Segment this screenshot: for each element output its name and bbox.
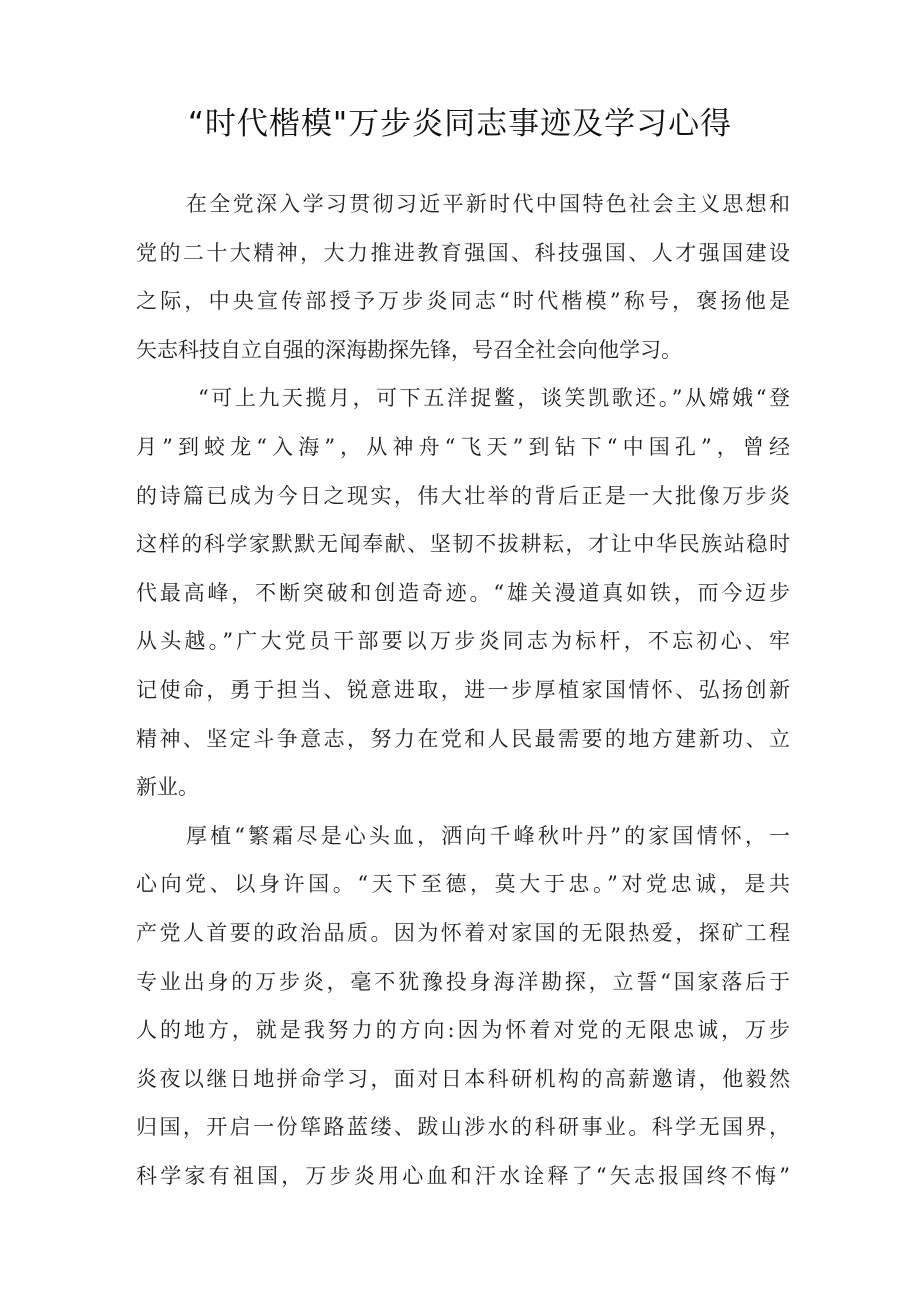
paragraph-line: 炎夜以继日地拼命学习，面对日本科研机构的高薪邀请，他毅然 — [136, 1066, 790, 1091]
paragraph-line: “可上九天揽月，可下五洋捉鳖，谈笑凯歌还。”从嫦娥“登 — [198, 386, 790, 411]
paragraph-line: 月”到蛟龙“入海”，从神舟“飞天”到钻下“中国孔”，曾经 — [136, 434, 790, 459]
paragraph-line: 专业出身的万步炎，毫不犹豫投身海洋勘探，立誓“国家落后于 — [136, 969, 790, 994]
paragraph-2 — [136, 374, 790, 811]
paragraph-line: 之际，中央宣传部授予万步炎同志“时代楷模”称号，褒扬他是 — [136, 289, 790, 314]
paragraph-line: 的诗篇已成为今日之现实，伟大壮举的背后正是一大批像万步炎 — [136, 483, 790, 508]
paragraph-line: 厚植“繁霜尽是心头血，洒向千峰秋叶丹”的家国情怀，一 — [186, 823, 790, 848]
paragraph-line: 党的二十大精神，大力推进教育强国、科技强国、人才强国建设 — [136, 240, 790, 265]
document-body — [136, 180, 790, 1200]
paragraph-line: 科学家有祖国，万步炎用心血和汗水诠释了“矢志报国终不悔” — [136, 1163, 790, 1188]
paragraph-line: 产党人首要的政治品质。因为怀着对家国的无限热爱，探矿工程 — [136, 920, 790, 945]
paragraph-line: 心向党、以身许国。“天下至德，莫大于忠。”对党忠诚，是共 — [136, 872, 790, 897]
paragraph-line: 这样的科学家默默无闻奉献、坚韧不拔耕耘，才让中华民族站稳时 — [136, 532, 790, 557]
paragraph-line: 人的地方，就是我努力的方向:因为怀着对党的无限忠诚，万步 — [136, 1018, 790, 1043]
document-title: “时代楷模"万步炎同志事迹及学习心得 — [187, 106, 733, 142]
paragraph-line: 新业。 — [136, 775, 199, 800]
paragraph-3 — [136, 812, 790, 1201]
paragraph-line: 精神、坚定斗争意志，努力在党和人民最需要的地方建新功、立 — [136, 726, 790, 751]
paragraph-line: 在全党深入学习贯彻习近平新时代中国特色社会主义思想和 — [186, 192, 790, 216]
paragraph-line: 记使命，勇于担当、锐意进取，进一步厚植家国情怀、弘扬创新 — [136, 677, 790, 702]
paragraph-line: 矢志科技自立自强的深海勘探先锋，号召全社会向他学习。 — [136, 337, 682, 362]
paragraph-line: 代最高峰，不断突破和创造奇迹。“雄关漫道真如铁，而今迈步 — [136, 580, 790, 605]
paragraph-line: 归国，开启一份筚路蓝缕、跋山涉水的科研事业。科学无国界， — [136, 1115, 790, 1140]
paragraph-1 — [136, 180, 790, 374]
paragraph-line: 从头越。”广大党员干部要以万步炎同志为标杆，不忘初心、牢 — [136, 629, 790, 654]
